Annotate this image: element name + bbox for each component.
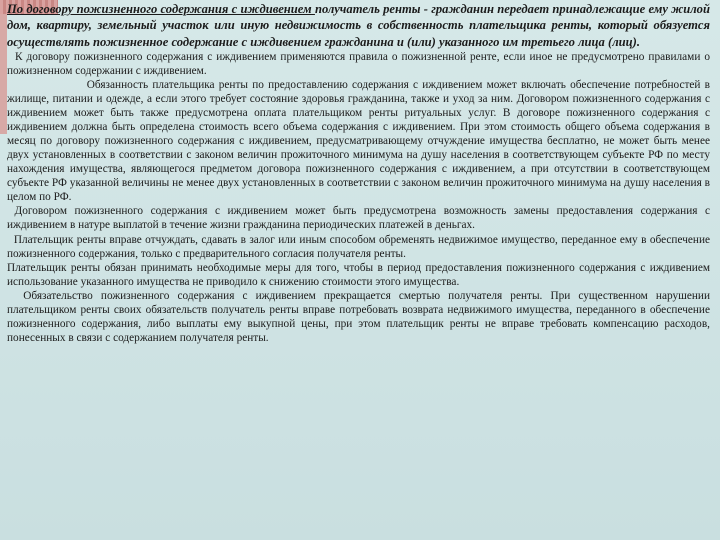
intro-paragraph <box>7 1 710 50</box>
paragraph-alienation: Плательщик ренты вправе отчуждать, сдавать в залог или иным способом обременять недвижимое имущество, переданное ему в обеспечение пожизненного содержания, только с предварительного согласия получателя ренты. <box>7 233 710 260</box>
paragraph-measures: Плательщик ренты обязан принимать необходимые меры для того, чтобы в период предоставления пожизненного содержания с иждивением использование указанного имущества не приводило к снижению стоимости этого имущества. <box>7 261 710 288</box>
intro-text: получатель ренты - гражданин передает принадлежащие ему жилой дом, квартиру, земельный участок или иную недвижимость в собственность плательщика ренты, который обязуется осуществлять пожизненное содержание с иждивением гражданина и (или) указанного им третьего лица (лиц). <box>7 2 710 49</box>
paragraph-termination: Обязательство пожизненного содержания с иждивением прекращается смертью получателя ренты. При существенном нарушении плательщиком ренты своих обязательств получатель ренты вправе потребовать возврата недвижимого имущества, переданного в обеспечение пожизненного содержания, либо выплаты ему выкупной цены, при этом плательщик ренты не вправе требовать компенсацию расходов, понесенных в связи с содержанием получателя ренты. <box>7 289 710 344</box>
side-decoration <box>0 14 7 134</box>
slide-content <box>7 1 710 345</box>
paragraph-obligation: Обязанность плательщика ренты по предоставлению содержания с иждивением может включать обеспечение потребностей в жилище, питании и одежде, а если этого требует состояние здоровья гражданина, также и уход за ним. Договором пожизненного содержания с иждивением может быть также предусмотрена оплата плательщиком ренты ритуальных услуг. В договоре пожизненного содержания с иждивением должна быть определена стоимость всего объема содержания с иждивением. При этом стоимость общего объема содержания в месяц по договору пожизненного содержания с иждивением, предусматривающему отчуждение имущества бесплатно, не может быть менее двух установленных в соответствии с законом величин прожиточного минимума на душу населения в соответствующем субъекте РФ по месту нахождения имущества, являющегося предметом договора пожизненного содержания с иждивением, а при отсутствии в соответствующем субъекте РФ указанной величины не менее двух установленных в соответствии с законом величин прожиточного минимума на душу населения в целом по РФ. <box>7 78 710 204</box>
body-text <box>7 50 710 345</box>
paragraph-replacement: Договором пожизненного содержания с иждивением может быть предусмотрена возможность замены предоставления содержания с иждивением в натуре выплатой в течение жизни гражданина периодических платежей в деньгах. <box>7 205 710 232</box>
paragraph-rules: К договору пожизненного содержания с иждивением применяются правила о пожизненной ренте, если иное не предусмотрено правилами о пожизненном содержании с иждивением. <box>7 50 710 77</box>
intro-underlined-text: По договору пожизненного содержания с иждивением <box>7 2 315 16</box>
